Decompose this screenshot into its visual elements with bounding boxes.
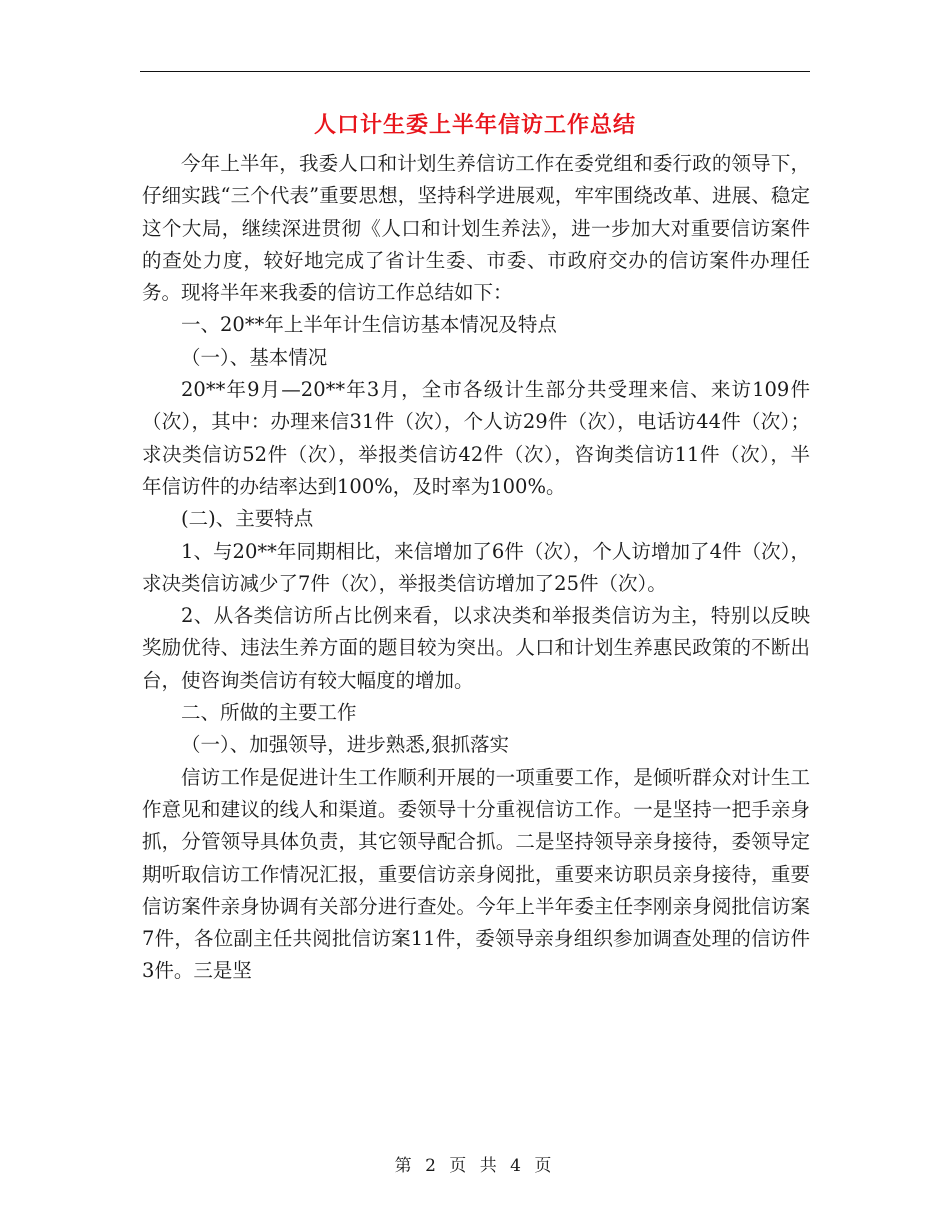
header-divider: [140, 71, 810, 72]
paragraph-intro: 今年上半年，我委人口和计划生养信访工作在委党组和委行政的领导下，仔细实践“三个代表”重要思想，坚持科学进展观，牢牢围绕改革、进展、稳定这个大局，继续深进贯彻《人口和计划生养法》，进一步加大对重要信访案件的查处力度，较好地完成了省计生委、市委、市政府交办的信访案件办理任务。现将半年来我委的信访工作总结如下：: [142, 152, 810, 305]
paragraph-feature-1: 1、与20**年同期相比，来信增加了6件（次），个人访增加了4件（次），求决类信访减少了7件（次），举报类信访增加了25件（次）。: [142, 539, 810, 595]
subheading-basic-situation: （一）、基本情况: [181, 345, 328, 369]
document-body: [142, 148, 810, 988]
page-number-footer: 第 2 页 共 4 页: [394, 1156, 556, 1176]
document-title: 人口计生委上半年信访工作总结: [313, 113, 636, 138]
paragraph-leadership: 信访工作是促进计生工作顺利开展的一项重要工作，是倾听群众对计生工作意见和建议的线人和渠道。委领导十分重视信访工作。一是坚持一把手亲身抓，分管领导具体负责，其它领导配合抓。二是坚持领导亲身接待，委领导定期听取信访工作情况汇报，重要信访亲身阅批，重要来访职员亲身接待，重要信访案件亲身协调有关部分进行查处。今年上半年委主任李刚亲身阅批信访案7件，各位副主任共阅批信访案11件，委领导亲身组织参加调查处理的信访件3件。三是坚: [142, 765, 810, 983]
paragraph-feature-2: 2、从各类信访所占比例来看，以求决类和举报类信访为主，特别以反映奖励优待、违法生养方面的题目较为突出。人口和计划生养惠民政策的不断出台，使咨询类信访有较大幅度的增加。: [142, 604, 810, 692]
subheading-main-features: (二)、主要特点: [181, 507, 314, 531]
subheading-leadership: （一）、加强领导，进步熟悉,狠抓落实: [181, 733, 509, 757]
heading-section-2: 二、所做的主要工作: [181, 701, 357, 725]
heading-section-1: 一、20**年上半年计生信访基本情况及特点: [181, 313, 557, 337]
paragraph-basic-situation: 20**年9月—20**年3月，全市各级计生部分共受理来信、来访109件（次），其中：办理来信31件（次），个人访29件（次），电话访44件（次）；求决类信访52件（次），举报类信访42件（次），咨询类信访11件（次），半年信访件的办结率达到100%，及时率为100%。: [142, 378, 810, 498]
